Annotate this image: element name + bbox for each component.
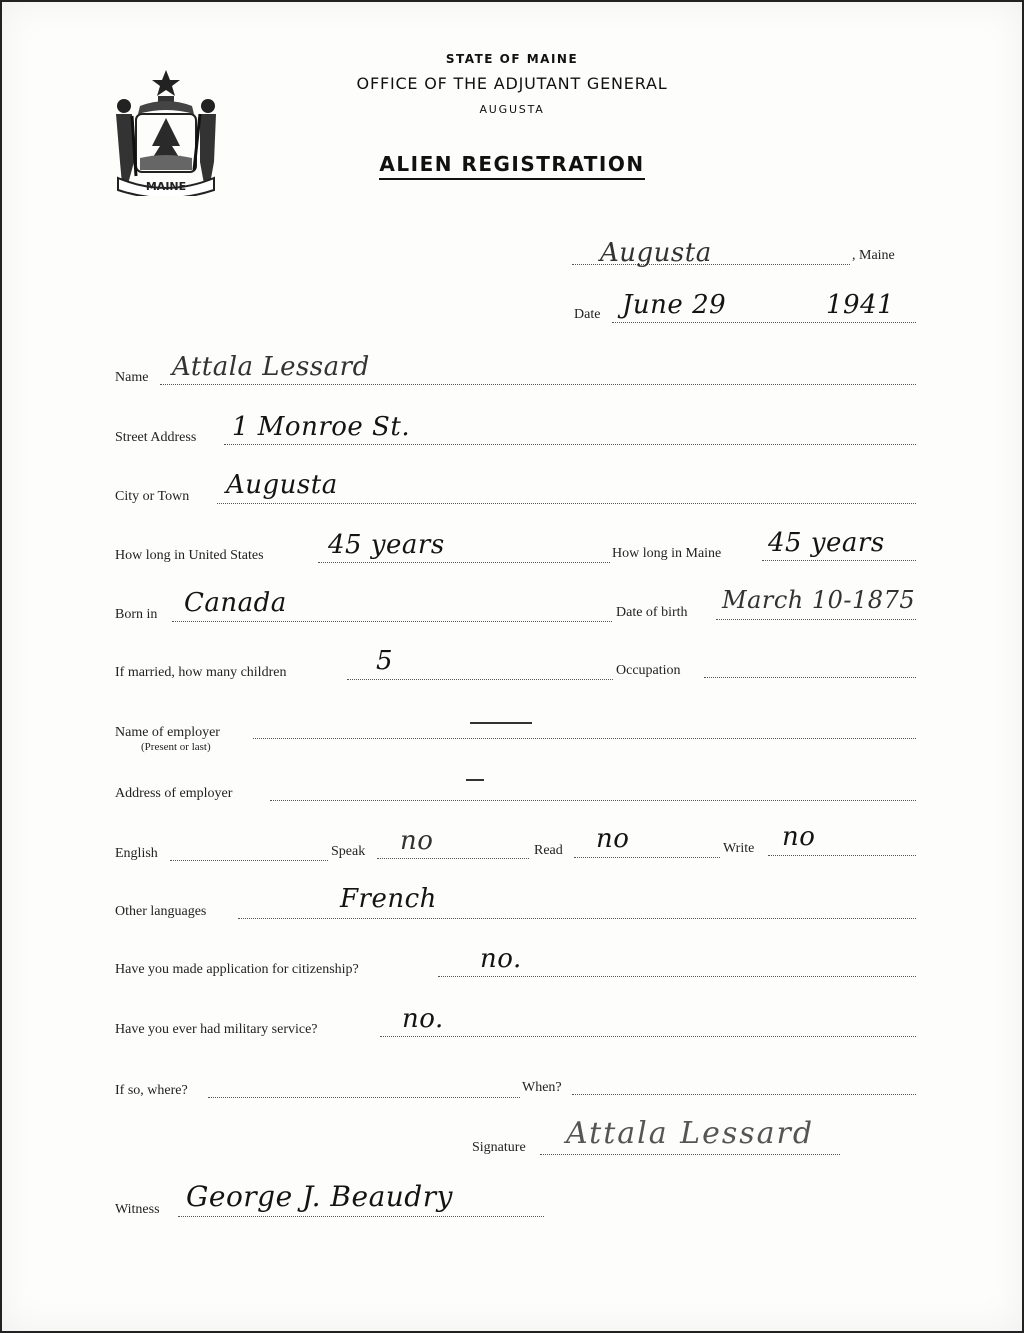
name-line (160, 384, 916, 385)
form-title-text: ALIEN REGISTRATION (379, 152, 644, 180)
form-title (0, 152, 1024, 176)
employer-dash (470, 722, 532, 724)
witness-line (178, 1216, 544, 1217)
military-label: Have you ever had military service? (115, 1022, 318, 1037)
other-languages-value[interactable]: French (340, 884, 437, 914)
how-long-us-label: How long in United States (115, 548, 264, 563)
write-line (768, 855, 916, 856)
write-value[interactable]: no (782, 822, 816, 852)
employer-label: Name of employer (115, 725, 220, 740)
children-label: If married, how many children (115, 665, 287, 680)
write-label: Write (723, 841, 755, 856)
citizenship-line (438, 976, 916, 977)
date-month-day-value[interactable]: June 29 (622, 290, 727, 320)
other-languages-label: Other languages (115, 904, 207, 919)
when-label: When? (522, 1080, 562, 1095)
speak-label: Speak (331, 844, 366, 859)
place-value[interactable]: Augusta (600, 238, 712, 268)
street-address-label: Street Address (115, 430, 197, 445)
when-line (572, 1094, 916, 1095)
born-in-label: Born in (115, 607, 158, 622)
occupation-label: Occupation (616, 663, 681, 678)
speak-line (377, 858, 529, 859)
date-line (612, 322, 916, 323)
witness-value[interactable]: George J. Beaudry (186, 1180, 453, 1213)
how-long-maine-value[interactable]: 45 years (768, 528, 885, 558)
how-long-maine-line (762, 560, 916, 561)
street-address-line (224, 444, 916, 445)
english-line (170, 860, 328, 861)
signature-label: Signature (472, 1140, 526, 1155)
city-or-town-line (217, 503, 916, 504)
children-line (347, 679, 613, 680)
office-heading: OFFICE OF THE ADJUTANT GENERAL (356, 74, 668, 93)
how-long-us-line (318, 562, 610, 563)
read-label: Read (534, 843, 563, 858)
date-of-birth-value[interactable]: March 10-1875 (722, 586, 916, 614)
employer-note: (Present or last) (141, 741, 211, 753)
children-value[interactable]: 5 (376, 646, 394, 676)
street-address-value[interactable]: 1 Monroe St. (232, 412, 411, 442)
name-value[interactable]: Attala Lessard (172, 352, 370, 382)
citizenship-value[interactable]: no. (480, 944, 522, 974)
born-in-value[interactable]: Canada (184, 588, 287, 618)
city-heading: AUGUSTA (479, 103, 545, 116)
signature-value[interactable]: Attala Lessard (566, 1116, 815, 1151)
citizenship-label: Have you made application for citizenship? (115, 962, 359, 977)
occupation-line (704, 677, 916, 678)
read-value[interactable]: no (596, 824, 630, 854)
date-of-birth-label: Date of birth (616, 605, 688, 620)
english-label: English (115, 846, 158, 861)
employer-address-dash (466, 779, 484, 781)
seal-banner-text: MAINE (145, 180, 187, 193)
name-label: Name (115, 370, 149, 385)
date-of-birth-line (716, 619, 916, 620)
witness-label: Witness (115, 1202, 160, 1217)
employer-address-label: Address of employer (115, 786, 233, 801)
city-or-town-label: City or Town (115, 489, 190, 504)
date-year-value[interactable]: 1941 (826, 290, 895, 320)
state-heading: STATE OF MAINE (445, 52, 579, 66)
speak-value[interactable]: no (400, 826, 434, 856)
signature-line (540, 1154, 840, 1155)
if-so-where-label: If so, where? (115, 1083, 188, 1098)
how-long-maine-label: How long in Maine (612, 546, 722, 561)
if-so-where-line (208, 1097, 520, 1098)
other-languages-line (238, 918, 916, 919)
date-label: Date (574, 307, 601, 322)
military-line (380, 1036, 916, 1037)
employer-address-line (270, 800, 916, 801)
read-line (574, 857, 720, 858)
military-value[interactable]: no. (402, 1004, 444, 1034)
how-long-us-value[interactable]: 45 years (328, 530, 445, 560)
maine-label: , Maine (852, 248, 895, 263)
employer-line (253, 738, 916, 739)
born-in-line (172, 621, 612, 622)
city-or-town-value[interactable]: Augusta (226, 470, 338, 500)
